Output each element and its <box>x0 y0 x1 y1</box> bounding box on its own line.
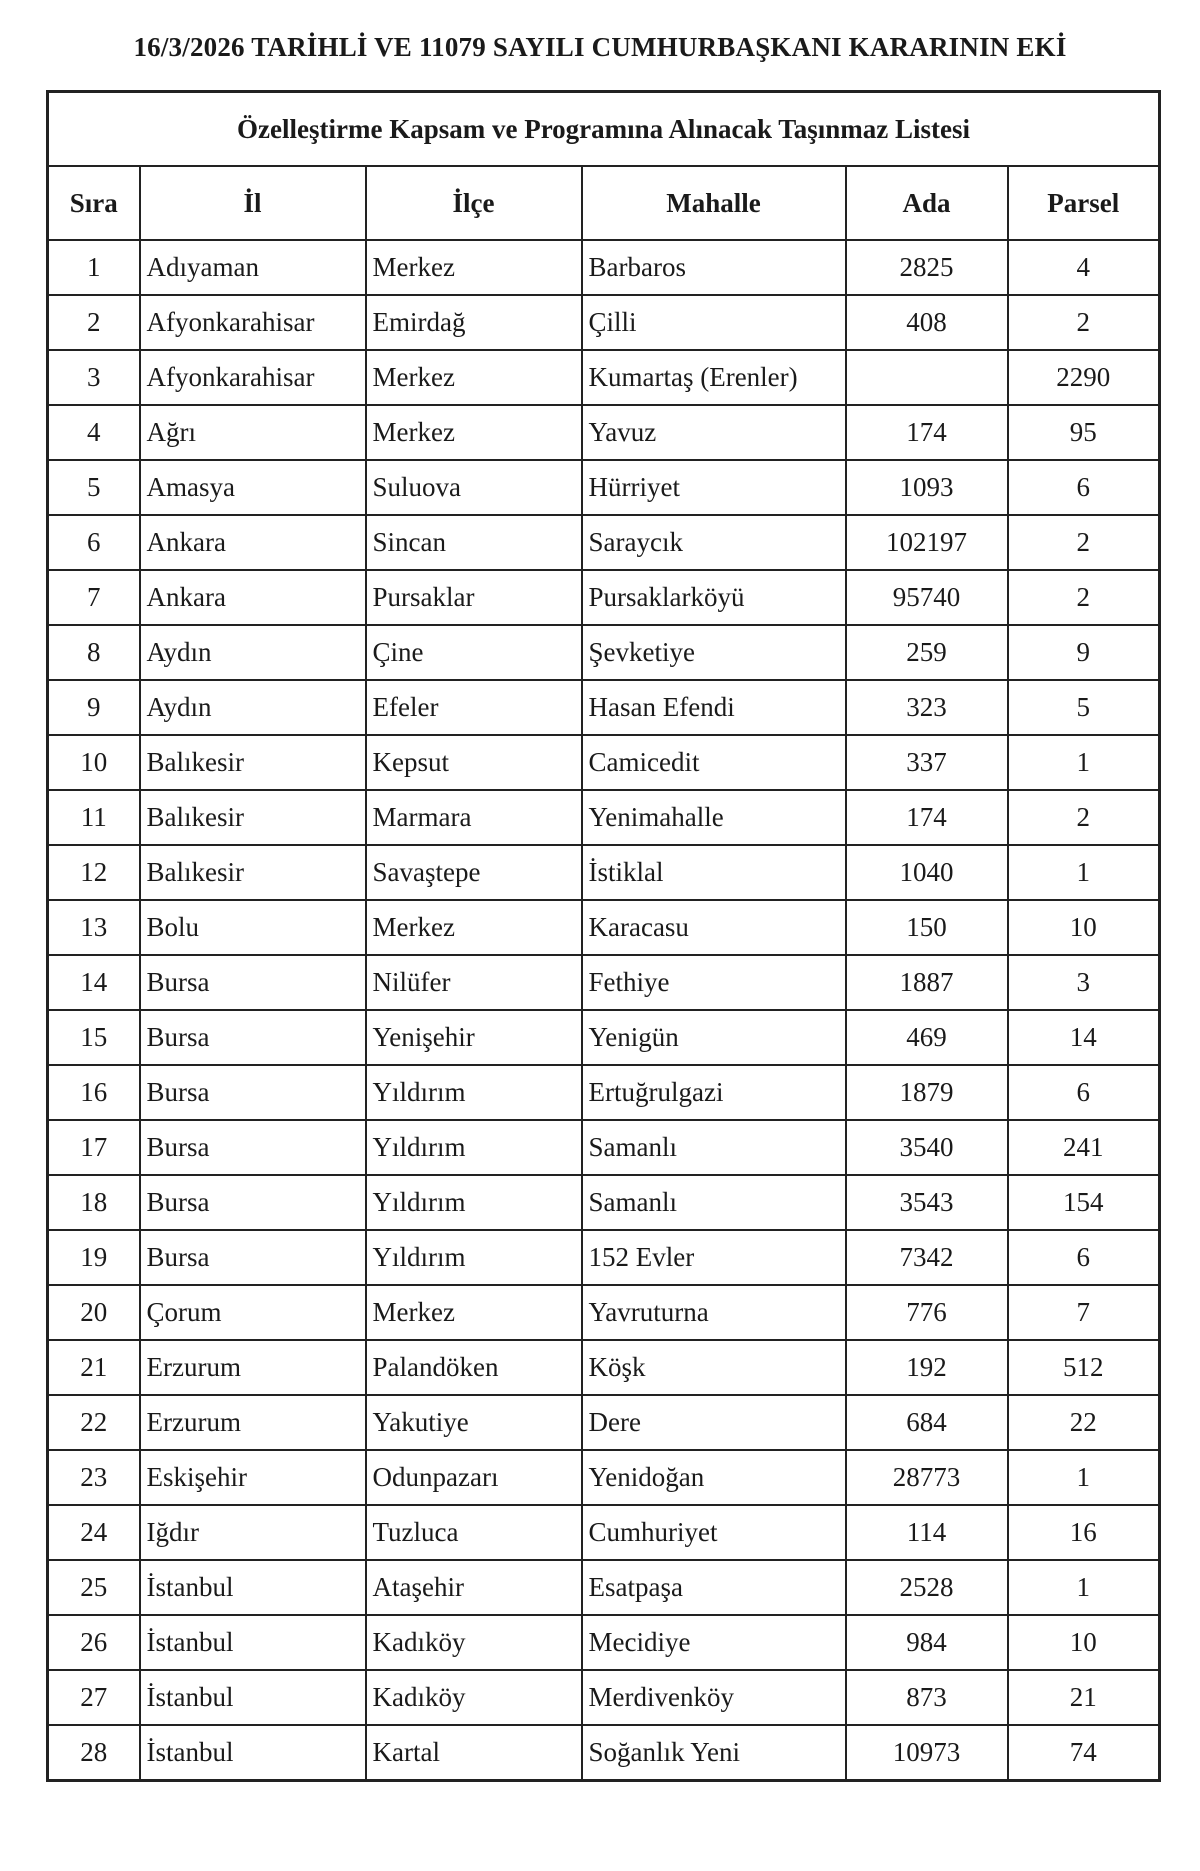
ilce-cell: Merkez <box>366 350 582 405</box>
ilce-cell: Kepsut <box>366 735 582 790</box>
ilce-cell: Sincan <box>366 515 582 570</box>
mahalle-cell: Barbaros <box>582 240 846 295</box>
table-row <box>48 1175 1160 1230</box>
ilce-cell: Odunpazarı <box>366 1450 582 1505</box>
il-cell: Ankara <box>140 570 366 625</box>
table-row <box>48 240 1160 295</box>
sira-cell: 21 <box>48 1340 140 1395</box>
table-row <box>48 1065 1160 1120</box>
il-cell: Çorum <box>140 1285 366 1340</box>
sira-cell: 9 <box>48 680 140 735</box>
table-row <box>48 405 1160 460</box>
parsel-cell: 3 <box>1008 955 1160 1010</box>
parsel-cell: 95 <box>1008 405 1160 460</box>
mahalle-cell: 152 Evler <box>582 1230 846 1285</box>
ada-cell: 984 <box>846 1615 1008 1670</box>
ada-cell: 776 <box>846 1285 1008 1340</box>
column-header-ada: Ada <box>846 166 1008 240</box>
parsel-cell: 10 <box>1008 1615 1160 1670</box>
ilce-cell: Marmara <box>366 790 582 845</box>
table-row <box>48 955 1160 1010</box>
ada-cell: 1040 <box>846 845 1008 900</box>
il-cell: Bursa <box>140 1230 366 1285</box>
mahalle-cell: İstiklal <box>582 845 846 900</box>
table-row <box>48 1725 1160 1781</box>
table-row <box>48 1615 1160 1670</box>
sira-cell: 13 <box>48 900 140 955</box>
sira-cell: 16 <box>48 1065 140 1120</box>
mahalle-cell: Ertuğrulgazi <box>582 1065 846 1120</box>
il-cell: Bursa <box>140 1120 366 1175</box>
parsel-cell: 241 <box>1008 1120 1160 1175</box>
table-row <box>48 735 1160 790</box>
il-cell: Bursa <box>140 1175 366 1230</box>
ada-cell: 323 <box>846 680 1008 735</box>
parsel-cell: 512 <box>1008 1340 1160 1395</box>
il-cell: Balıkesir <box>140 790 366 845</box>
mahalle-cell: Soğanlık Yeni <box>582 1725 846 1781</box>
mahalle-cell: Merdivenköy <box>582 1670 846 1725</box>
ada-cell: 469 <box>846 1010 1008 1065</box>
parsel-cell: 6 <box>1008 460 1160 515</box>
table-row <box>48 1120 1160 1175</box>
parsel-cell: 5 <box>1008 680 1160 735</box>
parsel-cell: 10 <box>1008 900 1160 955</box>
ada-cell: 28773 <box>846 1450 1008 1505</box>
il-cell: Bursa <box>140 955 366 1010</box>
sira-cell: 28 <box>48 1725 140 1781</box>
il-cell: Bursa <box>140 1010 366 1065</box>
parsel-cell: 154 <box>1008 1175 1160 1230</box>
sira-cell: 18 <box>48 1175 140 1230</box>
mahalle-cell: Samanlı <box>582 1120 846 1175</box>
sira-cell: 7 <box>48 570 140 625</box>
ilce-cell: Nilüfer <box>366 955 582 1010</box>
ada-cell: 150 <box>846 900 1008 955</box>
ada-cell: 192 <box>846 1340 1008 1395</box>
sira-cell: 5 <box>48 460 140 515</box>
mahalle-cell: Yenimahalle <box>582 790 846 845</box>
il-cell: İstanbul <box>140 1725 366 1781</box>
il-cell: Eskişehir <box>140 1450 366 1505</box>
ilce-cell: Yakutiye <box>366 1395 582 1450</box>
ilce-cell: Palandöken <box>366 1340 582 1395</box>
table-row <box>48 1450 1160 1505</box>
ada-cell: 10973 <box>846 1725 1008 1781</box>
ada-cell: 2825 <box>846 240 1008 295</box>
parsel-cell: 4 <box>1008 240 1160 295</box>
mahalle-cell: Pursaklarköyü <box>582 570 846 625</box>
table-row <box>48 1285 1160 1340</box>
sira-cell: 26 <box>48 1615 140 1670</box>
ada-cell: 684 <box>846 1395 1008 1450</box>
mahalle-cell: Yavruturna <box>582 1285 846 1340</box>
sira-cell: 27 <box>48 1670 140 1725</box>
ilce-cell: Yenişehir <box>366 1010 582 1065</box>
mahalle-cell: Çilli <box>582 295 846 350</box>
mahalle-cell: Samanlı <box>582 1175 846 1230</box>
il-cell: Bursa <box>140 1065 366 1120</box>
ilce-cell: Pursaklar <box>366 570 582 625</box>
ilce-cell: Efeler <box>366 680 582 735</box>
mahalle-cell: Esatpaşa <box>582 1560 846 1615</box>
parsel-cell: 7 <box>1008 1285 1160 1340</box>
sira-cell: 20 <box>48 1285 140 1340</box>
ilce-cell: Kartal <box>366 1725 582 1781</box>
ilce-cell: Yıldırım <box>366 1175 582 1230</box>
ada-cell: 3540 <box>846 1120 1008 1175</box>
ada-cell: 1879 <box>846 1065 1008 1120</box>
sira-cell: 2 <box>48 295 140 350</box>
column-header-parsel: Parsel <box>1008 166 1160 240</box>
ada-cell <box>846 350 1008 405</box>
sira-cell: 11 <box>48 790 140 845</box>
ada-cell: 102197 <box>846 515 1008 570</box>
parsel-cell: 2290 <box>1008 350 1160 405</box>
ilce-cell: Savaştepe <box>366 845 582 900</box>
mahalle-cell: Saraycık <box>582 515 846 570</box>
ada-cell: 7342 <box>846 1230 1008 1285</box>
parsel-cell: 22 <box>1008 1395 1160 1450</box>
sira-cell: 1 <box>48 240 140 295</box>
parsel-cell: 1 <box>1008 1560 1160 1615</box>
parsel-cell: 2 <box>1008 515 1160 570</box>
sira-cell: 19 <box>48 1230 140 1285</box>
ilce-cell: Merkez <box>366 1285 582 1340</box>
ilce-cell: Kadıköy <box>366 1670 582 1725</box>
sira-cell: 15 <box>48 1010 140 1065</box>
parsel-cell: 14 <box>1008 1010 1160 1065</box>
ilce-cell: Yıldırım <box>366 1230 582 1285</box>
table-caption: Özelleştirme Kapsam ve Programına Alınacak Taşınmaz Listesi <box>48 92 1160 167</box>
table-caption-row <box>48 92 1160 167</box>
il-cell: İstanbul <box>140 1615 366 1670</box>
parsel-cell: 2 <box>1008 570 1160 625</box>
table-row <box>48 1230 1160 1285</box>
il-cell: Balıkesir <box>140 735 366 790</box>
parsel-cell: 21 <box>1008 1670 1160 1725</box>
ilce-cell: Tuzluca <box>366 1505 582 1560</box>
parsel-cell: 1 <box>1008 735 1160 790</box>
ilce-cell: Merkez <box>366 900 582 955</box>
sira-cell: 23 <box>48 1450 140 1505</box>
mahalle-cell: Camicedit <box>582 735 846 790</box>
il-cell: Amasya <box>140 460 366 515</box>
table-row <box>48 845 1160 900</box>
il-cell: Afyonkarahisar <box>140 350 366 405</box>
document-title: 16/3/2026 TARİHLİ VE 11079 SAYILI CUMHURBAŞKANI KARARININ EKİ <box>133 32 1067 62</box>
sira-cell: 17 <box>48 1120 140 1175</box>
table-row <box>48 460 1160 515</box>
ada-cell: 337 <box>846 735 1008 790</box>
table-row <box>48 1340 1160 1395</box>
table-row <box>48 350 1160 405</box>
ilce-cell: Suluova <box>366 460 582 515</box>
ada-cell: 3543 <box>846 1175 1008 1230</box>
ada-cell: 1093 <box>846 460 1008 515</box>
column-header-ilce: İlçe <box>366 166 582 240</box>
ilce-cell: Merkez <box>366 240 582 295</box>
ilce-cell: Çine <box>366 625 582 680</box>
column-header-il: İl <box>140 166 366 240</box>
sira-cell: 22 <box>48 1395 140 1450</box>
table-row <box>48 790 1160 845</box>
mahalle-cell: Dere <box>582 1395 846 1450</box>
parsel-cell: 16 <box>1008 1505 1160 1560</box>
parsel-cell: 2 <box>1008 790 1160 845</box>
mahalle-cell: Fethiye <box>582 955 846 1010</box>
sira-cell: 10 <box>48 735 140 790</box>
mahalle-cell: Yenigün <box>582 1010 846 1065</box>
column-header-sira: Sıra <box>48 166 140 240</box>
ada-cell: 95740 <box>846 570 1008 625</box>
mahalle-cell: Yenidoğan <box>582 1450 846 1505</box>
il-cell: Adıyaman <box>140 240 366 295</box>
table-row <box>48 515 1160 570</box>
il-cell: Ankara <box>140 515 366 570</box>
sira-cell: 24 <box>48 1505 140 1560</box>
table-row <box>48 680 1160 735</box>
table-header-row <box>48 166 1160 240</box>
sira-cell: 4 <box>48 405 140 460</box>
ada-cell: 1887 <box>846 955 1008 1010</box>
table-row <box>48 1010 1160 1065</box>
ilce-cell: Ataşehir <box>366 1560 582 1615</box>
ada-cell: 873 <box>846 1670 1008 1725</box>
column-header-mahalle: Mahalle <box>582 166 846 240</box>
parsel-cell: 2 <box>1008 295 1160 350</box>
sira-cell: 3 <box>48 350 140 405</box>
mahalle-cell: Yavuz <box>582 405 846 460</box>
il-cell: İstanbul <box>140 1560 366 1615</box>
mahalle-cell: Hasan Efendi <box>582 680 846 735</box>
table-row <box>48 900 1160 955</box>
ilce-cell: Emirdağ <box>366 295 582 350</box>
parsel-cell: 6 <box>1008 1065 1160 1120</box>
sira-cell: 8 <box>48 625 140 680</box>
table-row <box>48 1560 1160 1615</box>
ilce-cell: Merkez <box>366 405 582 460</box>
mahalle-cell: Hürriyet <box>582 460 846 515</box>
table-row <box>48 570 1160 625</box>
il-cell: Aydın <box>140 625 366 680</box>
ilce-cell: Yıldırım <box>366 1065 582 1120</box>
property-list-table <box>46 90 1161 1782</box>
sira-cell: 6 <box>48 515 140 570</box>
table-row <box>48 1395 1160 1450</box>
ada-cell: 408 <box>846 295 1008 350</box>
ada-cell: 114 <box>846 1505 1008 1560</box>
ada-cell: 2528 <box>846 1560 1008 1615</box>
il-cell: Afyonkarahisar <box>140 295 366 350</box>
ilce-cell: Yıldırım <box>366 1120 582 1175</box>
sira-cell: 14 <box>48 955 140 1010</box>
ada-cell: 259 <box>846 625 1008 680</box>
parsel-cell: 6 <box>1008 1230 1160 1285</box>
il-cell: Erzurum <box>140 1340 366 1395</box>
il-cell: İstanbul <box>140 1670 366 1725</box>
sira-cell: 12 <box>48 845 140 900</box>
mahalle-cell: Kumartaş (Erenler) <box>582 350 846 405</box>
il-cell: Balıkesir <box>140 845 366 900</box>
ada-cell: 174 <box>846 405 1008 460</box>
table-row <box>48 1670 1160 1725</box>
il-cell: Bolu <box>140 900 366 955</box>
table-body <box>48 240 1160 1781</box>
mahalle-cell: Köşk <box>582 1340 846 1395</box>
mahalle-cell: Mecidiye <box>582 1615 846 1670</box>
ilce-cell: Kadıköy <box>366 1615 582 1670</box>
il-cell: Erzurum <box>140 1395 366 1450</box>
mahalle-cell: Şevketiye <box>582 625 846 680</box>
table-row <box>48 295 1160 350</box>
mahalle-cell: Cumhuriyet <box>582 1505 846 1560</box>
parsel-cell: 1 <box>1008 845 1160 900</box>
ada-cell: 174 <box>846 790 1008 845</box>
il-cell: Aydın <box>140 680 366 735</box>
mahalle-cell: Karacasu <box>582 900 846 955</box>
sira-cell: 25 <box>48 1560 140 1615</box>
parsel-cell: 9 <box>1008 625 1160 680</box>
il-cell: Iğdır <box>140 1505 366 1560</box>
parsel-cell: 74 <box>1008 1725 1160 1781</box>
table-row <box>48 1505 1160 1560</box>
table-row <box>48 625 1160 680</box>
parsel-cell: 1 <box>1008 1450 1160 1505</box>
il-cell: Ağrı <box>140 405 366 460</box>
